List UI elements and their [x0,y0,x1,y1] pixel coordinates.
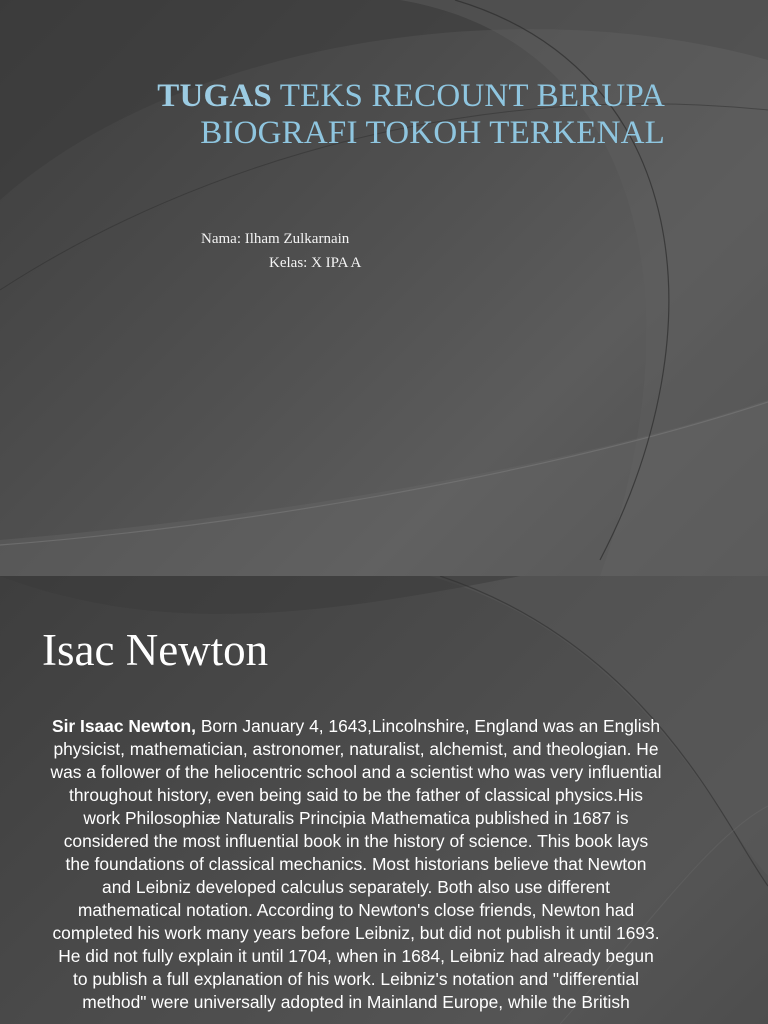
title-line-1 [157,78,665,114]
title-line-1-rest: TEKS RECOUNT BERUPA [271,78,665,114]
title-strong-word: TUGAS [157,78,272,114]
student-name: Nama: Ilham Zulkarnain [201,231,350,247]
slide-title [120,78,665,152]
content-slide [0,576,768,1024]
student-class: Kelas: X IPA A [269,255,362,271]
biography-body-text: Born January 4, 1643,Lincolnshire, England was an English physicist, mathematician, astronomer, naturalist, alchemist, and theologian. He was a follower of the heliocentric school and a scientist who was very influential throughout history, even being said to be the father of classical physics.His work Philosophiæ Naturalis Principia Mathematica published in 1687 is considered the most influential book in the history of science. This book lays the foundations of classical mechanics. Most historians believe that Newton and Leibniz developed calculus separately. Both also use different mathematical notation. According to Newton's close friends, Newton had completed his work many years before Leibniz, but did not publish it until 1693. He did not fully explain it until 1704, when in 1684, Leibniz had already begun to publish a full explanation of his work. Leibniz's notation and "differential method" were universally adopted in Mainland Europe, while the British [50,716,662,1012]
title-line-2: BIOGRAFI TOKOH TERKENAL [200,115,665,151]
biography-lead-name: Sir Isaac Newton, [51,716,196,736]
slide-heading: Isac Newton [42,625,269,675]
biography-paragraph [50,715,662,1014]
